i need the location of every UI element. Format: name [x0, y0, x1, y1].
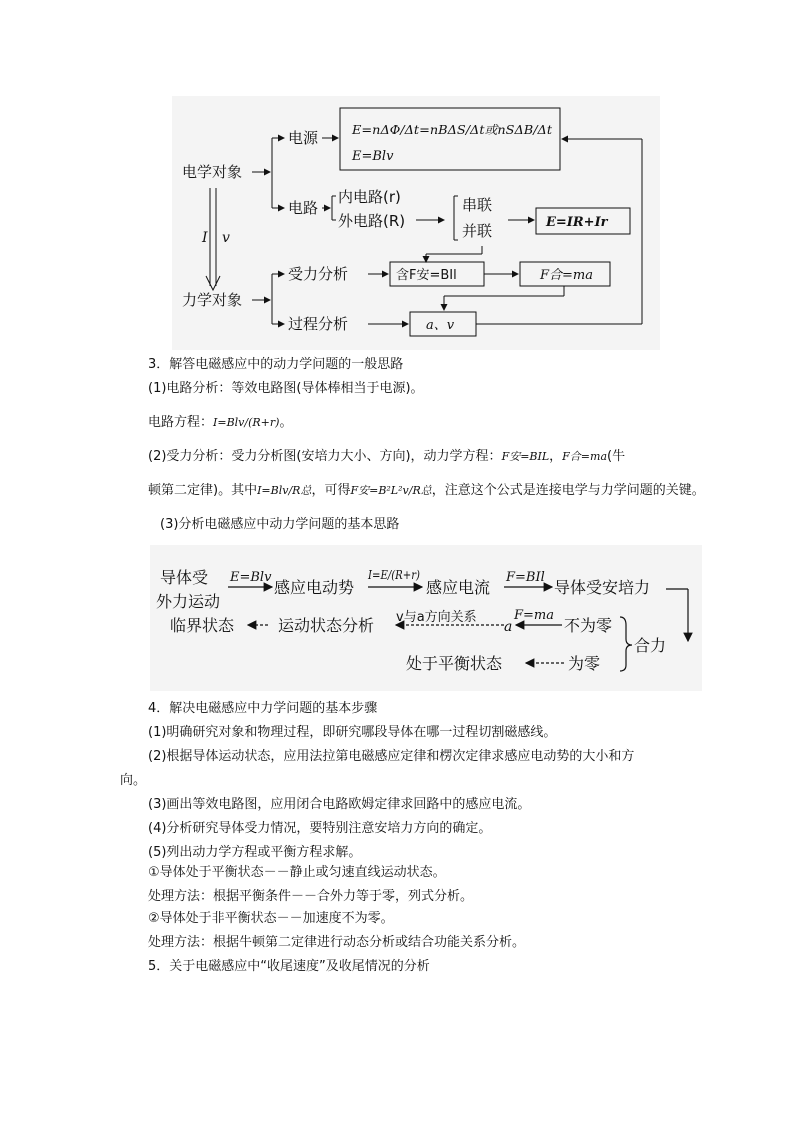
node-force-line2: 外力运动 [156, 592, 221, 611]
circuit-label: 电路 [288, 199, 319, 217]
s4-p3: (3)画出等效电路图，应用闭合电路欧姆定律求回路中的感应电流。 [148, 797, 531, 812]
node-motion: 运动状态分析 [278, 616, 375, 635]
s3-p3-a: (2)受力分析：受力分析图(安培力大小、方向)，动力学方程： [148, 449, 502, 464]
force-analysis-label: 受力分析 [288, 265, 349, 283]
s3-p5: (3)分析电磁感应中动力学问题的基本思路 [160, 517, 400, 532]
net-force-formula: F合=ma [540, 268, 593, 283]
lbl-force: F=BIl [506, 570, 545, 585]
s3-p2-formula: I=Blv/(R+r) [213, 416, 280, 429]
s4-p1: (1)明确研究对象和物理过程，即研究哪段导体在哪一过程切割磁感线。 [148, 725, 557, 740]
flow-diagram [150, 545, 702, 691]
s4-p4: (4)分析研究导体受力情况，要特别注意安培力方向的确定。 [148, 821, 492, 836]
emf-formula-main: E=nΔΦ/Δt=nBΔS/Δt或nSΔB/Δt [350, 123, 553, 137]
s3-p2-prefix: 电路方程： [148, 415, 214, 430]
parallel-label: 并联 [462, 222, 493, 240]
node-dir: v与a方向关系 [396, 610, 477, 625]
s4-p5: (5)列出动力学方程或平衡方程求解。 [148, 845, 362, 860]
series-label: 串联 [462, 196, 493, 214]
s3-p3-b: (牛 [607, 449, 626, 464]
s3-p4-f1: I=Blv/R总 [257, 484, 312, 497]
s3-p3 [148, 448, 734, 466]
s4-p2a: (2)根据导体运动状态，应用法拉第电磁感应定律和楞次定律求感应电动势的大小和方 [148, 749, 635, 764]
node-current: 感应电流 [426, 578, 491, 597]
s3-p3-f2: F合=ma [562, 450, 608, 463]
ohm-law-formula: E=IR+Ir [546, 215, 608, 230]
s3-p2-suffix: 。 [279, 415, 293, 430]
section-5-heading: 5．关于电磁感应中“收尾速度”及收尾情况的分析 [148, 959, 430, 974]
velocity-symbol: v [222, 230, 230, 246]
current-symbol: I [202, 230, 208, 246]
s4-p6: ①导体处于平衡状态－－静止或匀速直线运动状态。 [148, 865, 446, 880]
s4-p9: 处理方法：根据牛顿第二定律进行动态分析或结合功能关系分析。 [148, 935, 526, 950]
mech-object-label: 力学对象 [182, 291, 243, 309]
node-force-line1: 导体受 [160, 568, 209, 587]
s3-p3-f1: F安=BIL [501, 450, 550, 463]
s4-p8: ②导体处于非平衡状态－－加速度不为零。 [148, 911, 394, 926]
node-ampere: 导体受安培力 [554, 578, 651, 597]
s3-p2 [148, 414, 734, 432]
s3-p4-f2: F安=B²L²v/R总 [350, 484, 432, 497]
node-notzero: 不为零 [564, 616, 613, 635]
external-circuit-label: 外电路(R) [338, 212, 406, 230]
s4-p2b: 向。 [120, 773, 147, 788]
concept-diagram-svg [172, 96, 660, 350]
s3-p3-sep: ， [549, 449, 563, 464]
s3-p1: (1)电路分析：等效电路图(导体棒相当于电源)。 [148, 381, 424, 396]
lbl-current: I=E/(R+r) [367, 568, 421, 582]
process-analysis-label: 过程分析 [288, 315, 349, 333]
flow-diagram-svg [150, 545, 702, 691]
section-4-heading: 4．解决电磁感应中力学问题的基本步骤 [148, 701, 378, 716]
s3-p4-a: 顿第二定律)。其中 [148, 483, 258, 498]
node-a: a [504, 619, 513, 635]
internal-circuit-label: 内电路(r) [338, 188, 401, 206]
node-net: 合力 [634, 636, 667, 655]
node-emf: 感应电动势 [274, 578, 355, 597]
lbl-accel: F=ma [514, 608, 554, 623]
s3-p4-c: ，注意这个公式是连接电学与力学问题的关键。 [431, 483, 705, 498]
emf-formula-motion: E=Blv [352, 149, 394, 164]
lbl-emf: E=Blv [230, 570, 272, 585]
elec-object-label: 电学对象 [182, 163, 243, 181]
node-zero: 为零 [568, 654, 601, 673]
node-critical: 临界状态 [170, 616, 235, 635]
s3-p4 [148, 482, 734, 500]
a-v-label: a、v [426, 318, 455, 333]
node-balance: 处于平衡状态 [406, 654, 503, 673]
power-source-label: 电源 [288, 129, 319, 147]
concept-diagram [172, 96, 660, 350]
ampere-force-formula: 含F安=BIl [396, 268, 457, 283]
s3-p4-b: ，可得 [311, 483, 351, 498]
s4-p7: 处理方法：根据平衡条件－－合外力等于零，列式分析。 [148, 889, 474, 904]
section-3-heading: 3．解答电磁感应中的动力学问题的一般思路 [148, 357, 404, 372]
